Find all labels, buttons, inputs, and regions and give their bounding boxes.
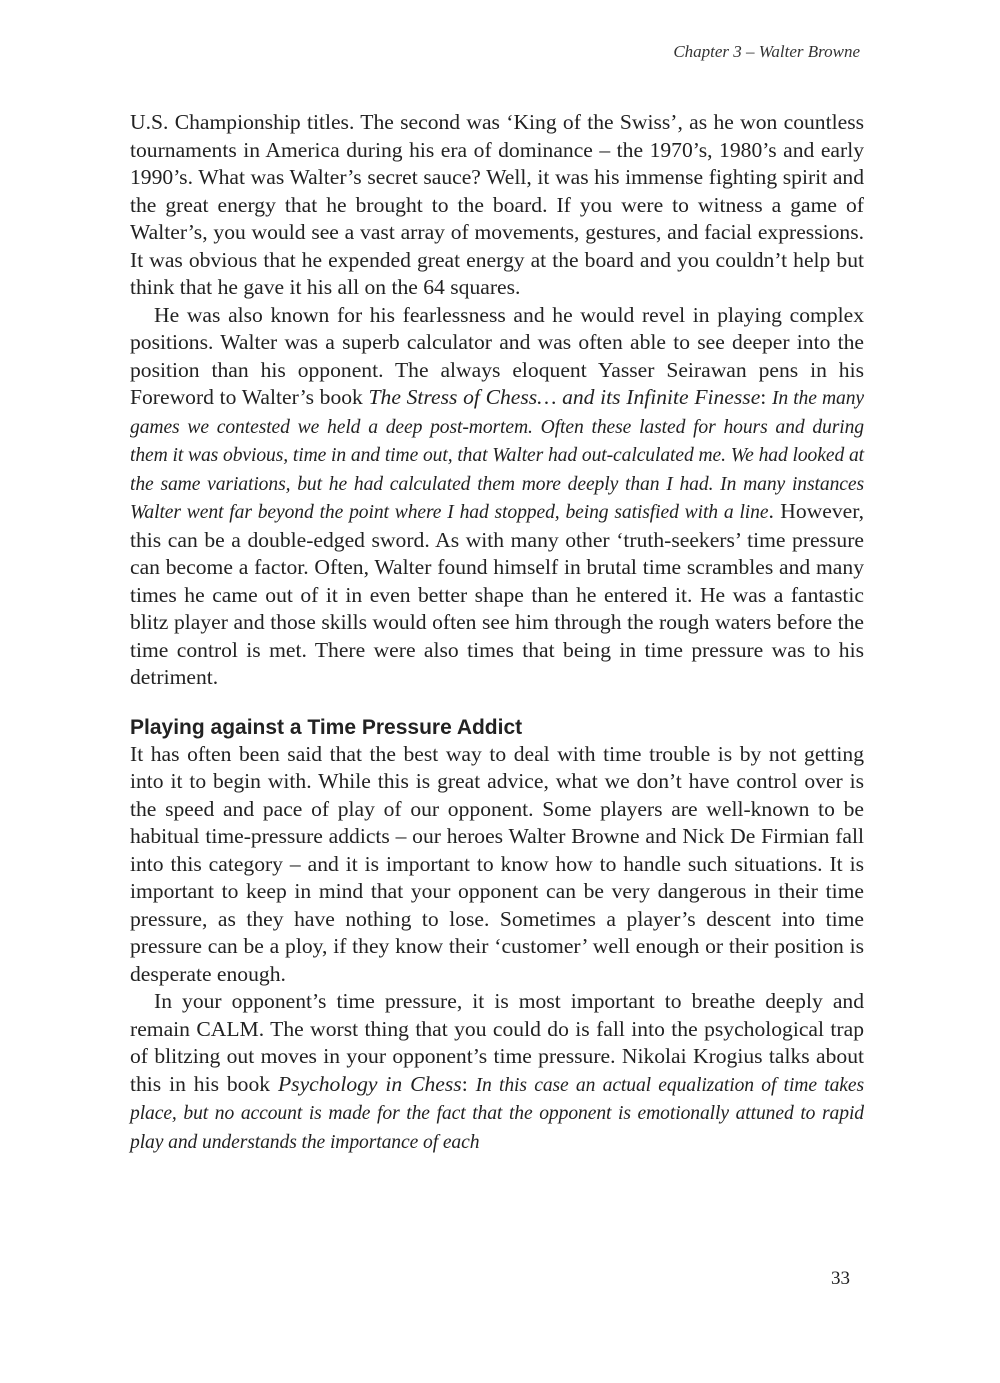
running-head: Chapter 3 – Walter Browne: [673, 42, 860, 61]
section-heading: Playing against a Time Pressure Addict: [130, 715, 523, 739]
paragraph-4-intro: In your opponent’s time pressure, it is most important to breathe deeply and remain CALM. The worst thing that you could do is fall into the psychological trap of blitzing out moves in your opponent’s time pressure. Nikolai Krogius talks about this in his book: [130, 989, 864, 1096]
paragraph-3: It has often been said that the best way to deal with time trouble is by not getting into it to begin with. While this is great advice, what we don’t have control over is the speed and pace of play of our opponent. Some players are well-known to be habitual time-pressure addicts – our heroes Walter Browne and Nick De Firmian fall into this category – and it is important to know how to handle such situations. It is important to keep in mind that your opponent can be very dangerous in their time pressure, as they have nothing to lose. Sometimes a player’s descent into time pressure can be a ploy, if they know their ‘customer’ well enough or their position is desperate enough.: [130, 741, 864, 986]
paragraph-4: [130, 988, 864, 1156]
paragraph-2: [130, 302, 864, 692]
paragraph-2-outro: . However, this can be a double-edged sword. As with many other ‘truth-seekers’ time pressure can become a factor. Often, Walter found himself in brutal time scrambles and many times he came out of it in even better shape than he entered it. He was a fantastic blitz player and those skills would often see him through the rough waters before the time control is met. There were also times that being in time pressure was to his detriment.: [130, 499, 864, 689]
book-title-stress-of-chess: The Stress of Chess… and its Infinite Finesse: [368, 385, 761, 409]
paragraph-2-colon: :: [760, 385, 772, 409]
krogius-quote: In this case an actual equalization of time takes place, but no account is made for the fact that the opponent is emotionally attuned to rapid play and understands the importance of each: [130, 1074, 864, 1153]
paragraph-2-intro: He was also known for his fearlessness and he would revel in playing complex positions. Walter was a superb calculator and was often able to see deeper into the position than his opponent. The always eloquent Yasser Seirawan pens in his Foreword to Walter’s book: [130, 302, 864, 409]
paragraph-1: U.S. Championship titles. The second was ‘King of the Swiss’, as he won countless tournaments in America during his era of dominance – the 1970’s, 1980’s and early 1990’s. What was Walter’s secret sauce? Well, it was his immense fighting spirit and the great energy that he brought to the board. If you were to witness a game of Walter’s, you would see a vast array of movements, gestures, and facial expressions. It was obvious that he expended great energy at the board and you couldn’t help but think that he gave it his all on the 64 squares.: [130, 110, 864, 299]
paragraph-4-colon: :: [461, 1071, 476, 1096]
page-number: 33: [831, 1268, 850, 1289]
book-title-psychology-in-chess: Psychology in Chess: [277, 1071, 462, 1096]
body-text: [130, 109, 864, 1156]
seirawan-quote: In the many games we contested we held a deep post-mortem. Often these lasted for hours and during them it was obvious, time in and time out, that Walter had out-calculated me. We had looked at the same variations, but he had calculated them more deeply than I had. In many instances Walter went far beyond the point where I had stopped, being satisfied with a line: [130, 388, 864, 523]
